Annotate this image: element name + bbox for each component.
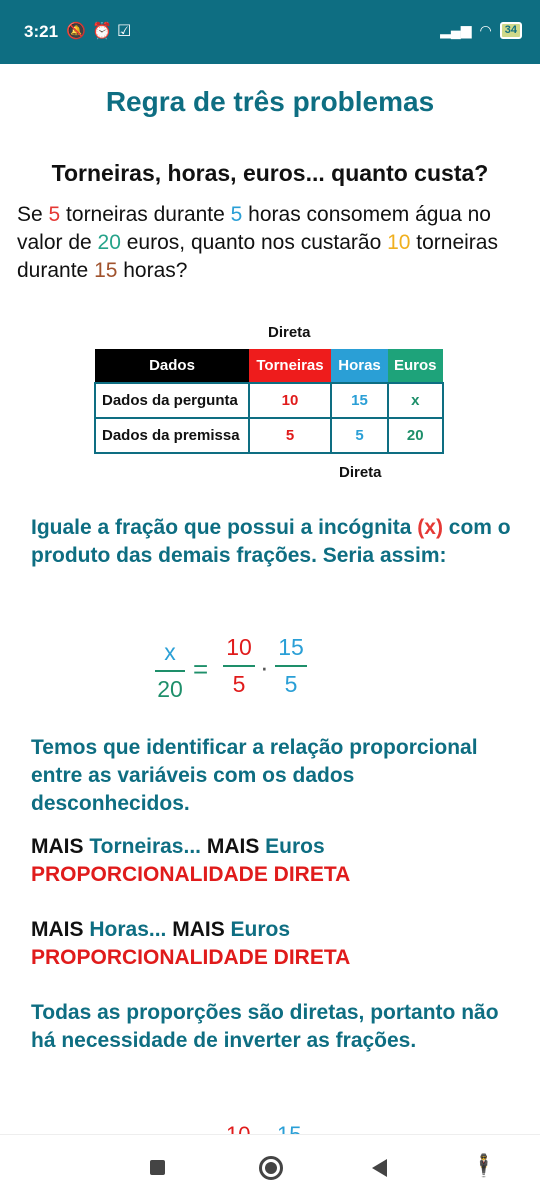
relation-1: MAIS Torneiras... MAIS Euros PROPORCIONALIDADE DIRETA — [31, 835, 351, 886]
battery-icon: 34 — [500, 22, 522, 39]
fraction-bar — [275, 665, 307, 667]
direct-label-top: Direta — [268, 324, 311, 341]
fraction-bar — [155, 670, 185, 672]
header-dados: Dados — [95, 349, 249, 383]
cell-torneiras: 10 — [249, 383, 331, 418]
header-euros: Euros — [388, 349, 443, 383]
direct-label-bottom: Direta — [339, 464, 382, 481]
cell-horas: 5 — [331, 418, 388, 453]
equals-sign: = — [193, 654, 209, 684]
home-button[interactable] — [259, 1156, 283, 1180]
accessibility-icon[interactable]: 🕴 — [470, 1153, 498, 1178]
multiply-dot: · — [260, 652, 269, 682]
page-title: Regra de três problemas — [105, 86, 435, 117]
fraction-10-over-5 — [223, 634, 255, 698]
fraction-numerator: 10 — [226, 634, 252, 660]
table-row — [95, 383, 443, 418]
fraction-15-over-5 — [275, 634, 307, 698]
wifi-icon: ◠ — [479, 22, 492, 38]
table-header-row — [95, 349, 443, 383]
fraction-denominator: 20 — [157, 676, 183, 702]
cell-euros: 20 — [388, 418, 443, 453]
alarm-icon: ⏰ — [92, 23, 112, 40]
row-label: Dados da premissa — [95, 418, 249, 453]
table-row — [95, 418, 443, 453]
signal-icon: ▂▄▆ — [440, 22, 472, 38]
conclusion-text: Todas as proporções são diretas, portanto não há necessidade de inverter as frações. — [31, 1001, 499, 1052]
relation-2: MAIS Horas... MAIS Euros PROPORCIONALIDADE DIRETA — [31, 918, 351, 969]
fraction-denominator: 5 — [284, 671, 298, 697]
problem-statement: Se 5 torneiras durante 5 horas consomem água no valor de 20 euros, quanto nos custarão 10 torneiras durante 15 horas? — [17, 203, 498, 282]
mute-icon: 🔕 — [66, 23, 86, 40]
status-bar — [0, 0, 540, 64]
back-button[interactable] — [372, 1159, 387, 1177]
header-torneiras: Torneiras — [249, 349, 331, 383]
cell-euros: x — [388, 383, 443, 418]
relation-text: Temos que identificar a relação proporcional entre as variáveis com os dados desconhecidos. — [31, 736, 478, 815]
check-icon: ☑ — [117, 23, 132, 40]
fraction-x-over-20 — [155, 639, 185, 703]
instruction-text: Iguale a fração que possui a incógnita (x) com o produto das demais frações. Seria assim: — [31, 516, 511, 567]
header-horas: Horas — [331, 349, 388, 383]
recents-button[interactable] — [150, 1160, 165, 1175]
status-time: 3:21 — [24, 22, 59, 41]
navigation-bar — [0, 1134, 540, 1201]
status-right — [440, 22, 522, 39]
data-table — [94, 349, 444, 454]
content-area[interactable] — [0, 64, 540, 1134]
cell-horas: 15 — [331, 383, 388, 418]
fraction-bar — [223, 665, 255, 667]
fraction-numerator: x — [164, 639, 176, 665]
fraction-numerator: 15 — [278, 634, 304, 660]
cell-torneiras: 5 — [249, 418, 331, 453]
row-label: Dados da pergunta — [95, 383, 249, 418]
problem-subtitle: Torneiras, horas, euros... quanto custa? — [51, 160, 489, 186]
fraction-denominator: 5 — [232, 671, 246, 697]
